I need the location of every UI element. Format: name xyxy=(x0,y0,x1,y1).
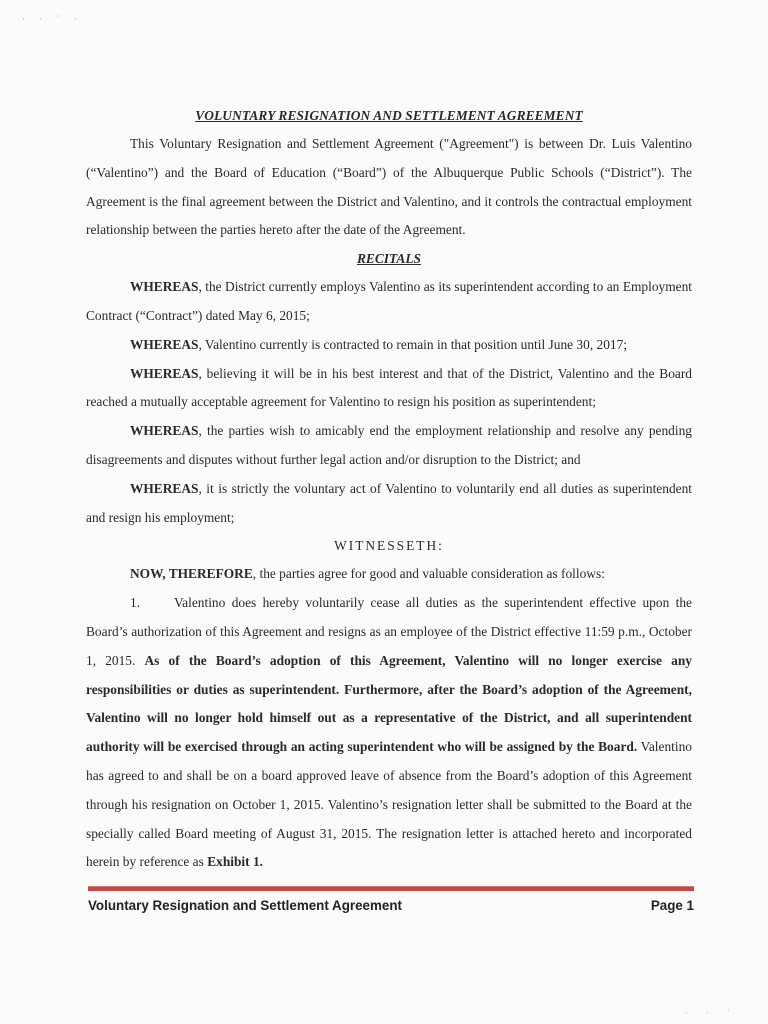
witnesseth-heading: WITNESSETH: xyxy=(334,538,444,554)
clause-1-bold-text: As of the Board’s adoption of this Agreement, Valentino will no longer exercise any responsibilities or duties as superintendent. Furthermore, after the Board’s adoption of the Agreement, Valentino will no longer hold himself out as a representative of the District, and all superintendent authority will be exercised through an acting superintendent who will be assigned by the Board. xyxy=(86,652,692,755)
recital-2 xyxy=(86,331,692,360)
footer-title: Voluntary Resignation and Settlement Agreement xyxy=(88,898,402,913)
footer-divider xyxy=(88,886,694,891)
document-body xyxy=(86,102,692,877)
now-therefore-paragraph xyxy=(86,560,692,589)
clause-number: 1. xyxy=(130,595,141,611)
recital-3 xyxy=(86,360,692,418)
now-therefore-label: NOW, THEREFORE xyxy=(130,566,253,582)
scan-artifact: · · ˙ · xyxy=(22,14,83,24)
recital-text: , the parties wish to amicably end the employment relationship and resolve any pending disagreements and disputes without further legal action and/or disruption to the District; and xyxy=(86,423,692,467)
recital-text: , believing it will be in his best interest and that of the District, Valentino and the Board reached a mutually acceptable agreement for Valentino to resign his position as superintendent; xyxy=(86,365,692,410)
whereas-label: WHEREAS xyxy=(130,279,199,295)
whereas-label: WHEREAS xyxy=(130,336,199,352)
clause-1-text-a: Valentino does hereby voluntarily cease all duties as the superintendent effective upon the Board’s authorization of this Agreement and resigns as an employee of the District effective 11:59 p.m., October 1, 2015. xyxy=(86,595,692,668)
recital-text: , it is strictly the voluntary act of Valentino to voluntarily end all duties as superintendent and resign his employment; xyxy=(86,480,692,525)
recital-text: , Valentino currently is contracted to remain in that position until June 30, 2017; xyxy=(198,336,628,352)
page-footer xyxy=(88,898,694,913)
clause-1 xyxy=(86,589,692,877)
document-title: VOLUNTARY RESIGNATION AND SETTLEMENT AGREEMENT xyxy=(195,108,583,123)
whereas-label: WHEREAS xyxy=(130,365,199,381)
scan-artifact: · · ˙ xyxy=(684,1008,738,1018)
recital-5 xyxy=(86,475,692,533)
recital-4 xyxy=(86,417,692,475)
exhibit-reference: Exhibit 1. xyxy=(207,854,263,870)
whereas-label: WHEREAS xyxy=(130,423,199,439)
whereas-label: WHEREAS xyxy=(130,480,199,496)
page-number: Page 1 xyxy=(650,898,694,913)
now-therefore-text: , the parties agree for good and valuable consideration as follows: xyxy=(252,566,605,582)
recital-text: , the District currently employs Valentino as its superintendent according to an Employment Contract (“Contract”) dated May 6, 2015; xyxy=(86,279,692,323)
intro-paragraph: This Voluntary Resignation and Settlement Agreement ("Agreement") is between Dr. Luis Valentino (“Valentino”) and the Board of Education (“Board”) of the Albuquerque Public Schools (“District”). The Agreement is the final agreement between the District and Valentino, and it controls the contractual employment relationship between the parties hereto after the date of the Agreement. xyxy=(86,136,692,238)
recitals-heading: RECITALS xyxy=(356,251,421,267)
recital-1 xyxy=(86,273,692,331)
clause-1-text-b: Valentino has agreed to and shall be on a board approved leave of absence from the Board’s adoption of this Agreement through his resignation on October 1, 2015. Valentino’s resignation letter shall be submitted to the Board at the specially called Board meeting of August 31, 2015. The resignation letter is attached hereto and incorporated herein by reference as xyxy=(86,739,692,870)
